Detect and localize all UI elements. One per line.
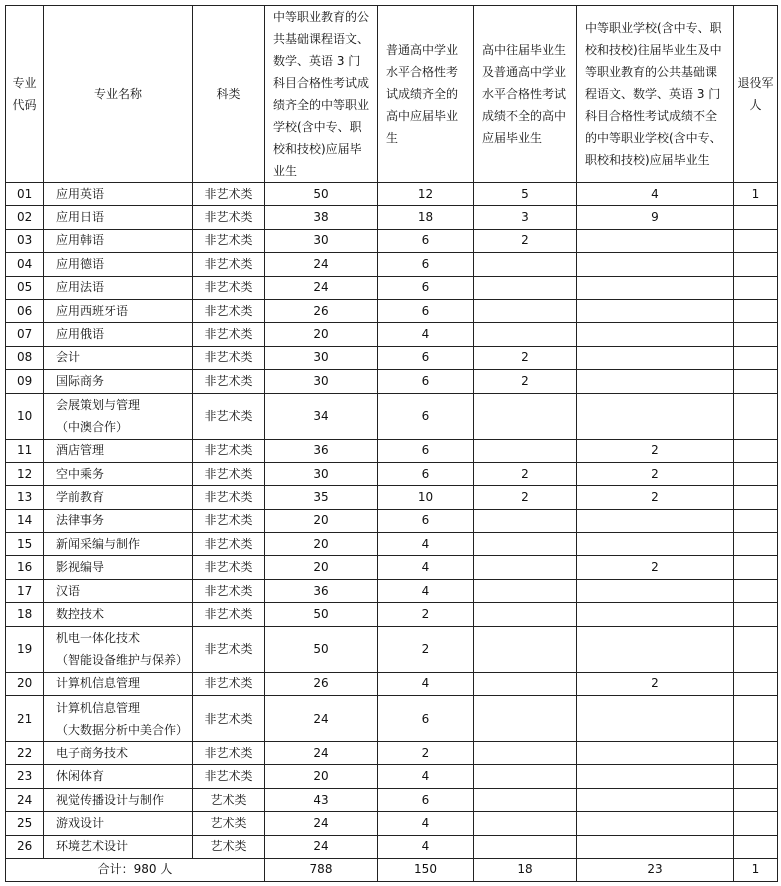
table-row	[6, 533, 778, 556]
table-row	[6, 393, 778, 439]
major-name: 应用法语	[44, 276, 193, 299]
quota-col5	[734, 229, 778, 252]
table-row	[6, 229, 778, 252]
quota-col1: 50	[265, 183, 378, 206]
major-code: 24	[6, 788, 44, 811]
quota-col5	[734, 788, 778, 811]
table-row	[6, 626, 778, 672]
quota-col3	[474, 299, 577, 322]
quota-col5	[734, 765, 778, 788]
major-name: 休闲体育	[44, 765, 193, 788]
quota-col4: 2	[577, 556, 734, 579]
major-name: 学前教育	[44, 486, 193, 509]
major-name	[44, 696, 193, 742]
quota-col3	[474, 393, 577, 439]
quota-col3: 5	[474, 183, 577, 206]
major-name: 应用德语	[44, 253, 193, 276]
quota-col4: 9	[577, 206, 734, 229]
table-row	[6, 509, 778, 532]
quota-col3	[474, 509, 577, 532]
total-label: 合计：980 人	[6, 858, 265, 881]
major-name-line2: （大数据分析中美合作）	[56, 722, 189, 737]
quota-col3	[474, 276, 577, 299]
quota-col4	[577, 509, 734, 532]
quota-col3: 3	[474, 206, 577, 229]
major-code: 12	[6, 462, 44, 485]
table-row	[6, 346, 778, 369]
quota-col1: 50	[265, 603, 378, 626]
quota-col1: 50	[265, 626, 378, 672]
quota-col2: 2	[378, 603, 474, 626]
quota-col3	[474, 812, 577, 835]
quota-col5	[734, 696, 778, 742]
major-category: 非艺术类	[193, 603, 265, 626]
table-row	[6, 323, 778, 346]
major-code: 02	[6, 206, 44, 229]
quota-col5	[734, 835, 778, 858]
quota-col3: 2	[474, 370, 577, 393]
major-name: 环境艺术设计	[44, 835, 193, 858]
major-category: 非艺术类	[193, 486, 265, 509]
major-name: 应用日语	[44, 206, 193, 229]
major-code: 06	[6, 299, 44, 322]
major-code: 09	[6, 370, 44, 393]
quota-col2: 4	[378, 579, 474, 602]
major-category: 非艺术类	[193, 206, 265, 229]
table-row	[6, 765, 778, 788]
quota-col1: 24	[265, 812, 378, 835]
quota-col5	[734, 579, 778, 602]
quota-col1: 35	[265, 486, 378, 509]
quota-col1: 36	[265, 579, 378, 602]
major-code: 07	[6, 323, 44, 346]
quota-col3	[474, 835, 577, 858]
quota-col1: 24	[265, 742, 378, 765]
quota-col1: 20	[265, 509, 378, 532]
major-category: 非艺术类	[193, 393, 265, 439]
quota-col4: 2	[577, 439, 734, 462]
quota-col2: 6	[378, 229, 474, 252]
quota-col2: 2	[378, 742, 474, 765]
quota-col3	[474, 579, 577, 602]
major-category: 非艺术类	[193, 370, 265, 393]
major-category: 艺术类	[193, 812, 265, 835]
major-code: 10	[6, 393, 44, 439]
quota-col1: 20	[265, 765, 378, 788]
quota-col4: 2	[577, 486, 734, 509]
major-name	[44, 626, 193, 672]
major-category: 非艺术类	[193, 509, 265, 532]
quota-col4	[577, 603, 734, 626]
quota-col4	[577, 579, 734, 602]
quota-col5	[734, 533, 778, 556]
major-code: 04	[6, 253, 44, 276]
table-body	[6, 183, 778, 882]
major-code: 19	[6, 626, 44, 672]
quota-col1: 30	[265, 346, 378, 369]
quota-col4	[577, 788, 734, 811]
table-row	[6, 812, 778, 835]
quota-col4	[577, 323, 734, 346]
major-code: 17	[6, 579, 44, 602]
quota-col1: 36	[265, 439, 378, 462]
quota-col2: 6	[378, 462, 474, 485]
quota-col1: 43	[265, 788, 378, 811]
quota-col2: 6	[378, 509, 474, 532]
quota-col2: 6	[378, 299, 474, 322]
quota-col2: 18	[378, 206, 474, 229]
major-code: 20	[6, 672, 44, 695]
major-code: 13	[6, 486, 44, 509]
total-col4: 23	[577, 858, 734, 881]
quota-col3	[474, 556, 577, 579]
quota-col4	[577, 229, 734, 252]
total-col1: 788	[265, 858, 378, 881]
major-name: 应用西班牙语	[44, 299, 193, 322]
major-code: 01	[6, 183, 44, 206]
quota-col2: 2	[378, 626, 474, 672]
header-row	[6, 6, 778, 183]
enrollment-plan-table	[5, 5, 778, 882]
major-name-line2: （智能设备维护与保养）	[56, 653, 189, 668]
quota-col3: 2	[474, 462, 577, 485]
quota-col2: 6	[378, 393, 474, 439]
major-category: 非艺术类	[193, 672, 265, 695]
quota-col4	[577, 765, 734, 788]
quota-col5	[734, 276, 778, 299]
major-code: 11	[6, 439, 44, 462]
quota-col4	[577, 346, 734, 369]
quota-col1: 34	[265, 393, 378, 439]
major-category: 非艺术类	[193, 626, 265, 672]
quota-col5	[734, 742, 778, 765]
major-code: 26	[6, 835, 44, 858]
major-code: 22	[6, 742, 44, 765]
quota-col5	[734, 509, 778, 532]
total-col2: 150	[378, 858, 474, 881]
major-name: 应用韩语	[44, 229, 193, 252]
quota-col3	[474, 603, 577, 626]
table-row	[6, 696, 778, 742]
quota-col5	[734, 253, 778, 276]
major-category: 非艺术类	[193, 323, 265, 346]
major-category: 非艺术类	[193, 346, 265, 369]
quota-col5	[734, 812, 778, 835]
major-code: 16	[6, 556, 44, 579]
table-row	[6, 486, 778, 509]
major-name: 空中乘务	[44, 462, 193, 485]
major-name-line1: 计算机信息管理	[56, 700, 141, 715]
quota-col4	[577, 299, 734, 322]
quota-col4	[577, 835, 734, 858]
total-col3: 18	[474, 858, 577, 881]
quota-col3	[474, 626, 577, 672]
quota-col3	[474, 323, 577, 346]
quota-col3	[474, 253, 577, 276]
quota-col5	[734, 603, 778, 626]
total-row	[6, 858, 778, 881]
quota-col4: 4	[577, 183, 734, 206]
major-name: 视觉传播设计与制作	[44, 788, 193, 811]
header-name: 专业名称	[44, 6, 193, 183]
major-category: 非艺术类	[193, 533, 265, 556]
quota-col4	[577, 393, 734, 439]
quota-col4	[577, 812, 734, 835]
quota-col5	[734, 323, 778, 346]
quota-col5	[734, 672, 778, 695]
quota-col1: 30	[265, 229, 378, 252]
quota-col2: 6	[378, 346, 474, 369]
quota-col2: 6	[378, 788, 474, 811]
major-code: 25	[6, 812, 44, 835]
quota-col5	[734, 486, 778, 509]
major-category: 艺术类	[193, 788, 265, 811]
header-col1: 中等职业教育的公共基础课程语文、数学、英语 3 门科目合格性考试成绩齐全的中等职业学校(含中专、职校和技校)应届毕业生	[265, 6, 378, 183]
quota-col5	[734, 439, 778, 462]
quota-col4	[577, 253, 734, 276]
quota-col2: 6	[378, 439, 474, 462]
quota-col5	[734, 462, 778, 485]
major-name: 数控技术	[44, 603, 193, 626]
major-name: 新闻采编与制作	[44, 533, 193, 556]
major-name: 国际商务	[44, 370, 193, 393]
table-row	[6, 788, 778, 811]
major-code: 14	[6, 509, 44, 532]
quota-col3	[474, 742, 577, 765]
quota-col1: 38	[265, 206, 378, 229]
quota-col1: 20	[265, 533, 378, 556]
quota-col2: 4	[378, 533, 474, 556]
major-category: 非艺术类	[193, 579, 265, 602]
header-code: 专业代码	[6, 6, 44, 183]
quota-col3	[474, 439, 577, 462]
major-category: 非艺术类	[193, 556, 265, 579]
quota-col1: 20	[265, 556, 378, 579]
quota-col4	[577, 742, 734, 765]
major-name: 汉语	[44, 579, 193, 602]
quota-col3	[474, 765, 577, 788]
major-name-line1: 会展策划与管理	[56, 398, 141, 413]
table-row	[6, 603, 778, 626]
table-row	[6, 672, 778, 695]
major-code: 08	[6, 346, 44, 369]
major-code: 05	[6, 276, 44, 299]
major-code: 21	[6, 696, 44, 742]
quota-col3	[474, 533, 577, 556]
quota-col1: 24	[265, 835, 378, 858]
major-name: 应用英语	[44, 183, 193, 206]
quota-col3	[474, 788, 577, 811]
quota-col1: 20	[265, 323, 378, 346]
table-row	[6, 370, 778, 393]
quota-col2: 6	[378, 253, 474, 276]
major-name: 电子商务技术	[44, 742, 193, 765]
quota-col4	[577, 276, 734, 299]
table-row	[6, 835, 778, 858]
major-name: 计算机信息管理	[44, 672, 193, 695]
header-col2: 普通高中学业水平合格性考试成绩齐全的高中应届毕业生	[378, 6, 474, 183]
major-code: 03	[6, 229, 44, 252]
table-row	[6, 462, 778, 485]
quota-col2: 12	[378, 183, 474, 206]
quota-col2: 6	[378, 370, 474, 393]
quota-col5	[734, 370, 778, 393]
major-name: 法律事务	[44, 509, 193, 532]
major-code: 15	[6, 533, 44, 556]
major-category: 非艺术类	[193, 765, 265, 788]
table-row	[6, 742, 778, 765]
major-name: 影视编导	[44, 556, 193, 579]
header-col5: 退役军人	[734, 6, 778, 183]
major-name: 游戏设计	[44, 812, 193, 835]
quota-col1: 30	[265, 370, 378, 393]
quota-col4	[577, 626, 734, 672]
quota-col3	[474, 672, 577, 695]
quota-col2: 4	[378, 812, 474, 835]
total-col5: 1	[734, 858, 778, 881]
table-row	[6, 556, 778, 579]
major-name-line1: 机电一体化技术	[56, 631, 141, 646]
quota-col5	[734, 393, 778, 439]
quota-col4: 2	[577, 462, 734, 485]
major-name: 会计	[44, 346, 193, 369]
table-row	[6, 206, 778, 229]
table-row	[6, 579, 778, 602]
major-category: 非艺术类	[193, 462, 265, 485]
major-code: 18	[6, 603, 44, 626]
quota-col2: 4	[378, 323, 474, 346]
quota-col1: 30	[265, 462, 378, 485]
major-name: 应用俄语	[44, 323, 193, 346]
quota-col3: 2	[474, 229, 577, 252]
quota-col2: 4	[378, 672, 474, 695]
major-category: 非艺术类	[193, 276, 265, 299]
quota-col5: 1	[734, 183, 778, 206]
major-name	[44, 393, 193, 439]
quota-col5	[734, 299, 778, 322]
major-category: 非艺术类	[193, 253, 265, 276]
quota-col2: 6	[378, 276, 474, 299]
major-category: 非艺术类	[193, 229, 265, 252]
major-name: 酒店管理	[44, 439, 193, 462]
quota-col4	[577, 696, 734, 742]
quota-col5	[734, 556, 778, 579]
quota-col2: 6	[378, 696, 474, 742]
header-col4: 中等职业学校(含中专、职校和技校)往届毕业生及中等职业教育的公共基础课程语文、数学、英语 3 门科目合格性考试成绩不全的中等职业学校(含中专、职校和技校)应届毕业生	[577, 6, 734, 183]
quota-col1: 26	[265, 672, 378, 695]
table-row	[6, 183, 778, 206]
quota-col1: 24	[265, 276, 378, 299]
quota-col5	[734, 206, 778, 229]
table-row	[6, 276, 778, 299]
quota-col4	[577, 533, 734, 556]
table-row	[6, 299, 778, 322]
quota-col2: 4	[378, 765, 474, 788]
major-category: 非艺术类	[193, 696, 265, 742]
major-category: 非艺术类	[193, 439, 265, 462]
major-category: 艺术类	[193, 835, 265, 858]
major-category: 非艺术类	[193, 299, 265, 322]
quota-col5	[734, 626, 778, 672]
quota-col1: 24	[265, 253, 378, 276]
table-row	[6, 253, 778, 276]
header-col3: 高中往届毕业生及普通高中学业水平合格性考试成绩不全的高中应届毕业生	[474, 6, 577, 183]
major-category: 非艺术类	[193, 742, 265, 765]
header-category: 科类	[193, 6, 265, 183]
quota-col4	[577, 370, 734, 393]
quota-col2: 4	[378, 556, 474, 579]
quota-col3: 2	[474, 346, 577, 369]
quota-col2: 4	[378, 835, 474, 858]
major-code: 23	[6, 765, 44, 788]
quota-col3	[474, 696, 577, 742]
quota-col5	[734, 346, 778, 369]
quota-col3: 2	[474, 486, 577, 509]
quota-col4: 2	[577, 672, 734, 695]
major-category: 非艺术类	[193, 183, 265, 206]
quota-col1: 26	[265, 299, 378, 322]
quota-col2: 10	[378, 486, 474, 509]
table-row	[6, 439, 778, 462]
quota-col1: 24	[265, 696, 378, 742]
major-name-line2: （中澳合作）	[56, 420, 129, 435]
